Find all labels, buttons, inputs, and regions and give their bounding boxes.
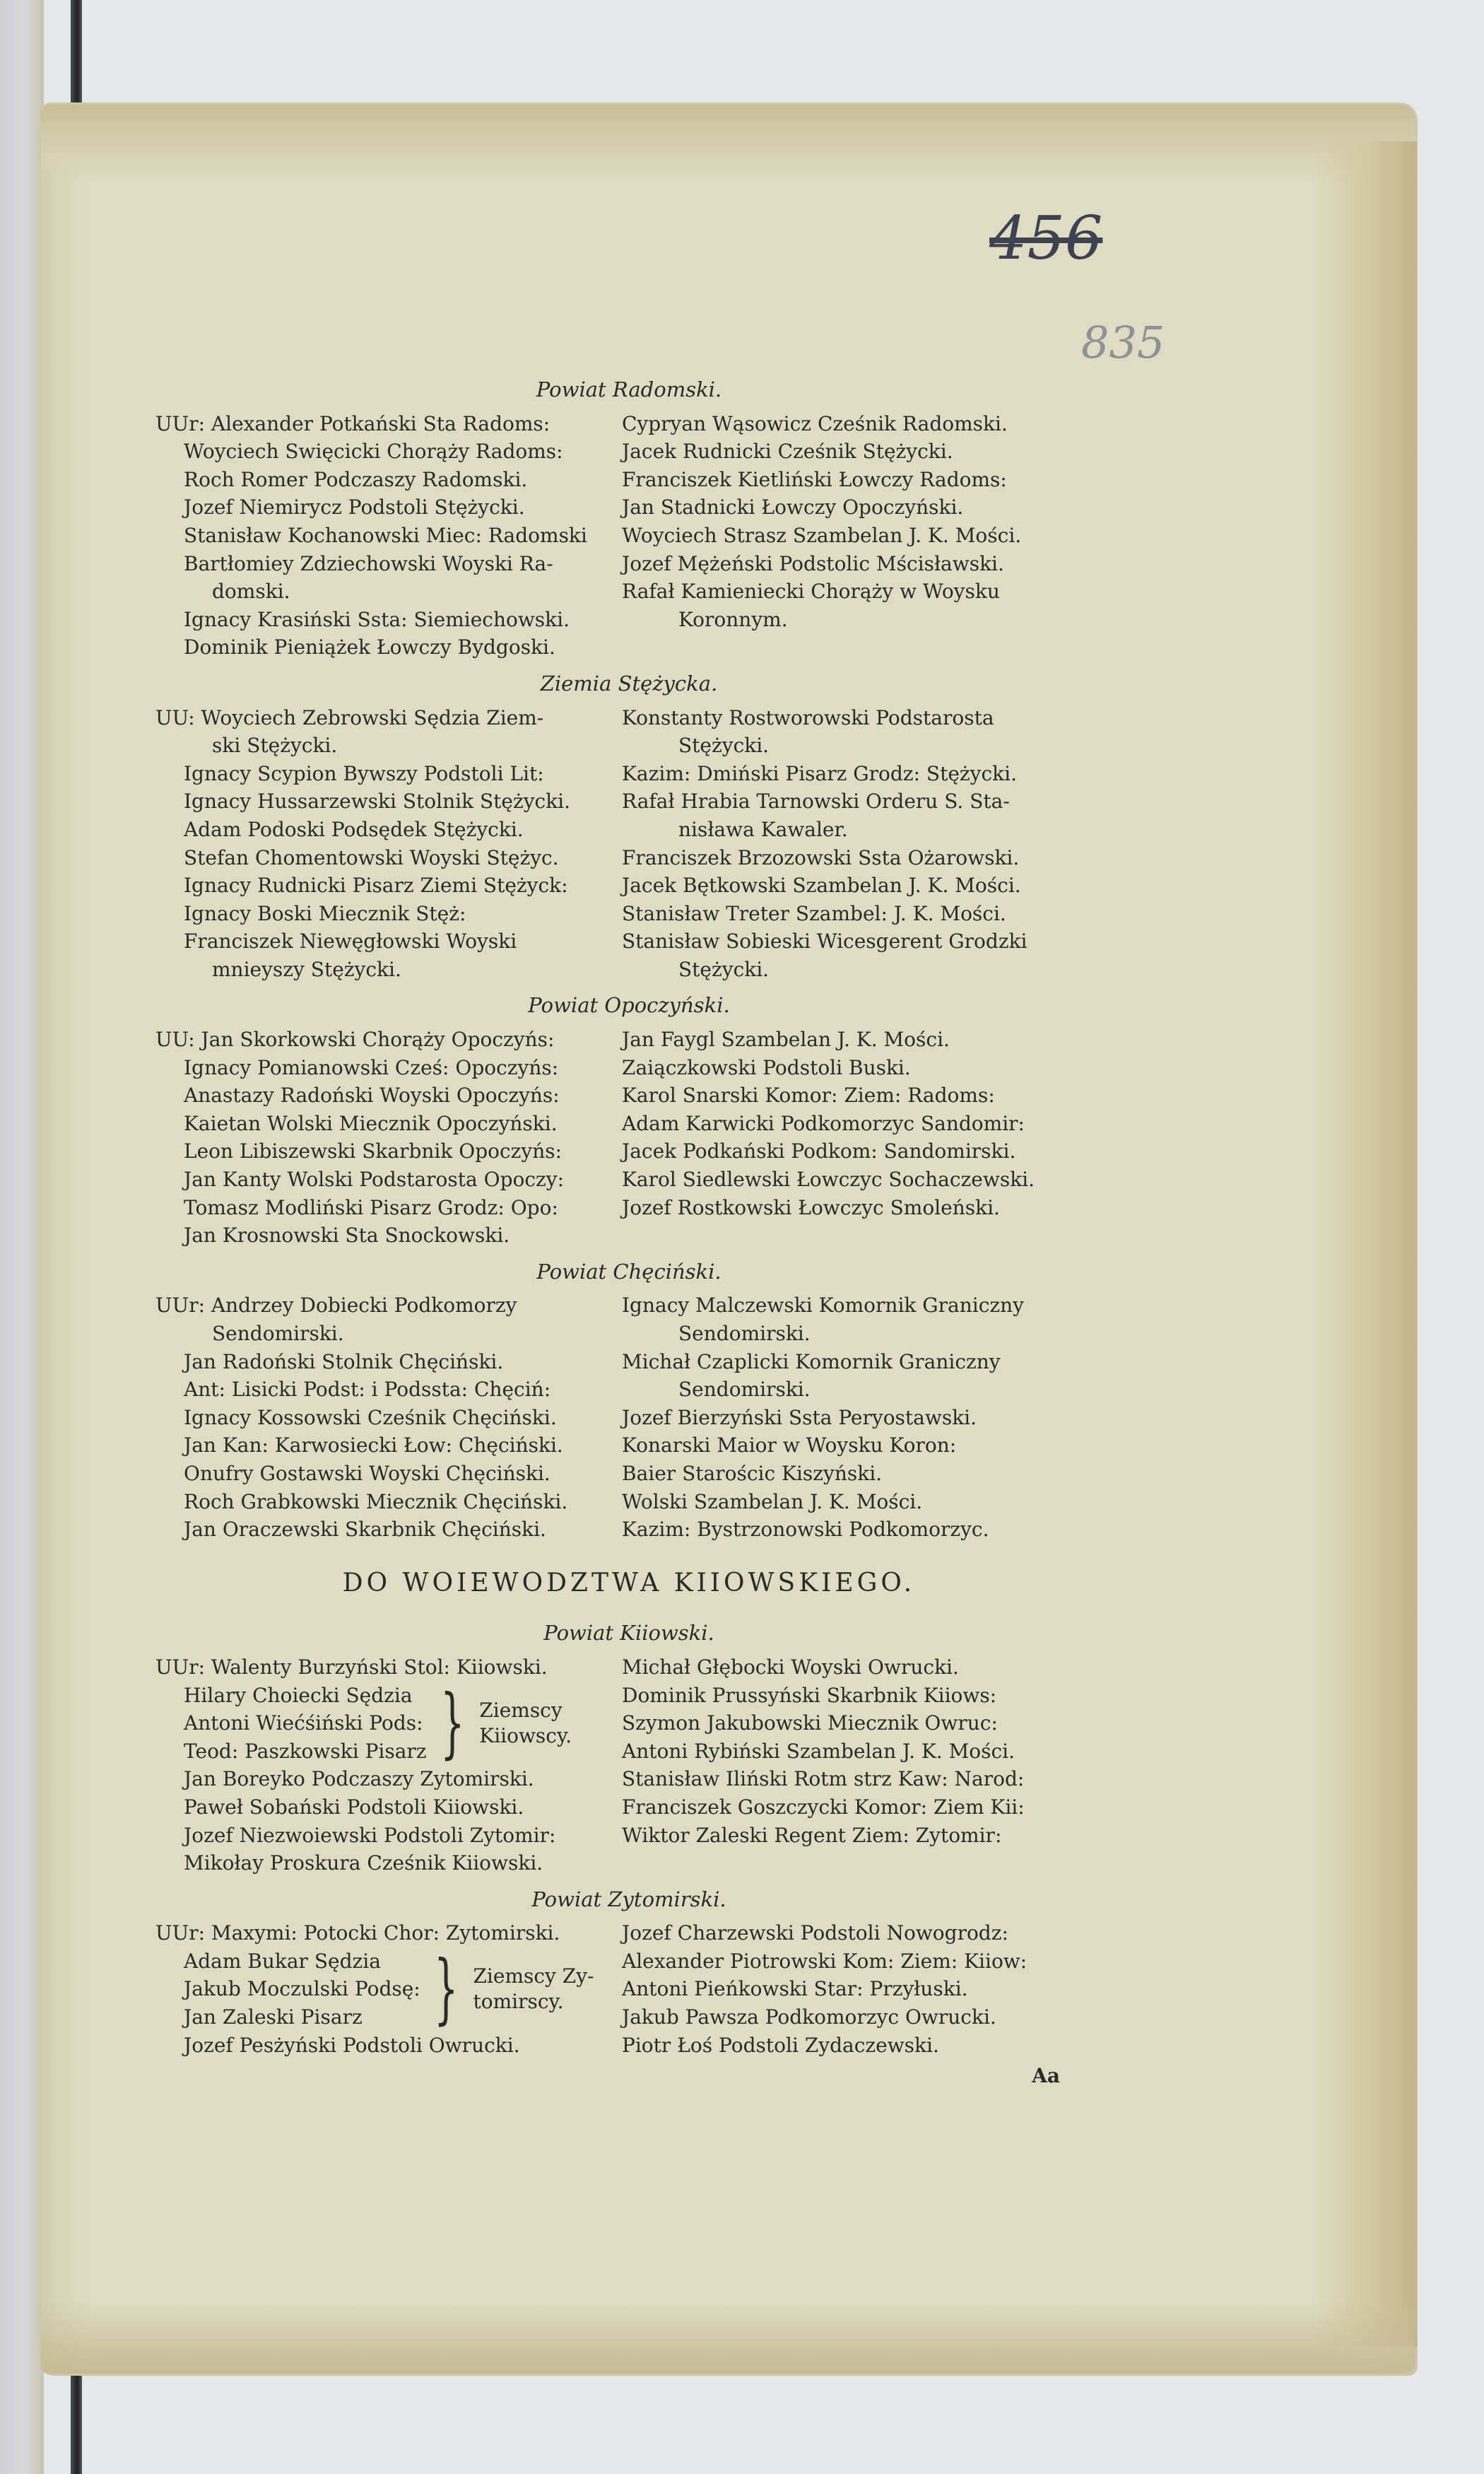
list-item: mnieyszy Stężycki. [212, 957, 401, 981]
list-item: Baier Starościc Kiszyński. [622, 1461, 883, 1485]
list-item: Jan Radoński Stolnik Chęciński. [184, 1349, 504, 1373]
list-item: Ignacy Kossowski Cześnik Chęciński. [184, 1405, 557, 1429]
section-kiiowski [155, 1653, 1102, 1877]
list-item: Adam Podoski Podsędek Stężycki. [184, 817, 524, 841]
binding-edge [0, 0, 44, 2474]
list-item: Jozef Rostkowski Łowczyc Smoleński. [622, 1195, 1000, 1219]
list-item: Ignacy Rudnicki Pisarz Ziemi Stężyck: [184, 874, 568, 898]
brace-label-line: Ziemscy Zy- [473, 1964, 594, 1988]
section-stezycka [155, 704, 1102, 984]
list-item: Jan Boreyko Podczaszy Zytomirski. [184, 1767, 534, 1791]
list-item: Franciszek Kietliński Łowczy Radoms: [622, 467, 1007, 491]
list-item: Jan Kanty Wolski Podstarosta Opoczy: [184, 1168, 565, 1192]
list-item: Piotr Łoś Podstoli Zydaczewski. [622, 2033, 939, 2057]
brace-group [155, 1678, 608, 1767]
page-edge-right [1314, 141, 1417, 2347]
list-item: UU: Jan Skorkowski Chorąży Opoczyńs: [155, 1028, 555, 1052]
list-item: Dominik Pieniążek Łowczy Bydgoski. [184, 635, 555, 659]
list-item: Stanisław Sobieski Wicesgerent Grodzki [622, 930, 1027, 954]
list-item: Jozef Mężeński Podstolic Mścisławski. [622, 551, 1004, 575]
list-item: Stanisław Iliński Rotm strz Kaw: Narod: [622, 1767, 1025, 1791]
list-item: Anastazy Radoński Woyski Opoczyńs: [184, 1084, 560, 1108]
list-item: Mikołay Proskura Cześnik Kiiowski. [184, 1851, 543, 1875]
list-item: Karol Siedlewski Łowczyc Sochaczewski. [622, 1168, 1035, 1192]
list-item: Sendomirski. [678, 1322, 811, 1345]
list-item: Michał Głębocki Woyski Owrucki. [622, 1655, 959, 1679]
list-item: Antoni Wiećśiński Pods: [184, 1711, 423, 1735]
list-item: Hilary Choiecki Sędzia [184, 1683, 413, 1707]
list-item: Jakub Moczulski Podsę: [184, 1977, 420, 2001]
section-heading-checinski: Powiat Chęciński. [536, 1259, 722, 1284]
list-item: Jozef Bierzyński Ssta Peryostawski. [622, 1405, 977, 1429]
voivodeship-heading: DO WOIEWODZTWA KIIOWSKIEGO. [342, 1568, 916, 1597]
list-item: Sendomirski. [678, 1378, 811, 1402]
section-heading-radomski: Powiat Radomski. [536, 377, 722, 401]
list-item: Paweł Sobański Podstoli Kiiowski. [184, 1795, 524, 1819]
page-edge-bottom [41, 2301, 1415, 2374]
section-heading-zytomirski: Powiat Zytomirski. [531, 1887, 726, 1911]
list-item: Stanisław Treter Szambel: J. K. Mości. [622, 901, 1006, 925]
list-item: Sendomirski. [212, 1322, 344, 1345]
list-item: Szymon Jakubowski Miecznik Owruc: [622, 1711, 998, 1735]
right-column [622, 1653, 1102, 1877]
list-item: Jozef Pesżyński Podstoli Owrucki. [184, 2033, 520, 2057]
list-item: Franciszek Brzozowski Ssta Ożarowski. [622, 845, 1020, 869]
list-item: UUr: Andrzey Dobiecki Podkomorzy [155, 1294, 517, 1318]
brace-label [473, 1964, 594, 2015]
left-column [155, 410, 608, 662]
section-opoczynski [155, 1026, 1102, 1250]
section-heading-kiiowski: Powiat Kiiowski. [543, 1621, 714, 1646]
list-item: Ignacy Boski Miecznik Stęż: [184, 901, 466, 925]
left-column [155, 1653, 608, 1877]
section-checinski [155, 1291, 1102, 1543]
list-item: Teod: Paszkowski Pisarz [184, 1739, 427, 1763]
brace-label-line: Kiiowscy. [479, 1723, 572, 1747]
left-column [155, 1291, 608, 1543]
list-item: Stefan Chomentowski Woyski Stężyc. [184, 845, 559, 869]
right-column [622, 704, 1102, 984]
list-item: Jacek Podkański Podkom: Sandomirski. [622, 1139, 1016, 1163]
list-item: Jan Kan: Karwosiecki Łow: Chęciński. [184, 1434, 563, 1458]
section-radomski [155, 410, 1102, 662]
list-item: Ant: Lisicki Podst: i Podssta: Chęciń: [184, 1378, 551, 1402]
section-heading-opoczynski: Powiat Opoczyński. [528, 993, 730, 1018]
left-column [155, 704, 608, 984]
list-item: Jozef Niezwoiewski Podstoli Zytomir: [184, 1823, 556, 1847]
list-item: Jan Oraczewski Skarbnik Chęciński. [184, 1518, 546, 1542]
list-item: Woyciech Swięcicki Chorąży Radoms: [184, 440, 563, 464]
list-item: Dominik Prussyński Skarbnik Kiiows: [622, 1683, 997, 1707]
right-column [622, 1026, 1102, 1250]
list-item: Konarski Maior w Woysku Koron: [622, 1434, 957, 1458]
list-item: Jakub Pawsza Podkomorzyc Owrucki. [622, 2005, 996, 2029]
list-item: Jan Krosnowski Sta Snockowski. [184, 1224, 510, 1248]
page-edge-top [41, 105, 1415, 182]
list-item: Wolski Szambelan J. K. Mości. [622, 1489, 923, 1513]
left-column [155, 1919, 608, 2059]
list-item: Kaietan Wolski Miecznik Opoczyński. [184, 1111, 558, 1135]
list-item: Ignacy Hussarzewski Stolnik Stężycki. [184, 790, 571, 814]
list-item: Antoni Rybiński Szambelan J. K. Mości. [622, 1739, 1015, 1763]
document-content [155, 368, 1102, 2090]
list-item: Konstanty Rostworowski Podstarosta [622, 705, 994, 729]
list-item: Ignacy Krasiński Ssta: Siemiechowski. [184, 607, 570, 631]
list-item: Cypryan Wąsowicz Cześnik Radomski. [622, 411, 1008, 435]
list-item: Roch Romer Podczaszy Radomski. [184, 467, 528, 491]
list-item: Stężycki. [678, 734, 770, 758]
section-zytomirski [155, 1919, 1102, 2059]
list-item: Woyciech Strasz Szambelan J. K. Mości. [622, 523, 1022, 547]
list-item: Onufry Gostawski Woyski Chęciński. [184, 1461, 550, 1485]
list-item: Stanisław Kochanowski Miec: Radomski [184, 523, 587, 547]
list-item: Leon Libiszewski Skarbnik Opoczyńs: [184, 1139, 563, 1163]
list-item: ski Stężycki. [212, 734, 338, 758]
list-item: Tomasz Modliński Pisarz Grodz: Opo: [184, 1195, 558, 1219]
catchword: Aa [1032, 2064, 1060, 2088]
left-column [155, 1026, 608, 1250]
list-item: Jacek Rudnicki Cześnik Stężycki. [622, 440, 953, 464]
list-item: Jozef Charzewski Podstoli Nowogrodz: [622, 1921, 1008, 1945]
list-item: Adam Karwicki Podkomorzyc Sandomir: [622, 1111, 1025, 1135]
list-item: UUr: Maxymi: Potocki Chor: Zytomirski. [155, 1921, 560, 1945]
list-item: Ignacy Scypion Bywszy Podstoli Lit: [184, 761, 544, 785]
list-item: Rafał Kamieniecki Chorąży w Woysku [622, 580, 1000, 604]
list-item: Jozef Niemirycz Podstoli Stężycki. [184, 496, 525, 520]
list-item: Michał Czaplicki Komornik Graniczny [622, 1349, 1001, 1373]
list-item: nisława Kawaler. [678, 817, 848, 841]
folio-number: 456 [989, 204, 1103, 273]
right-column [622, 410, 1102, 662]
list-item: Ignacy Pomianowski Cześ: Opoczyńs: [184, 1055, 559, 1079]
list-item: Roch Grabkowski Miecznik Chęciński. [184, 1489, 568, 1513]
brace-label [479, 1698, 572, 1749]
list-item: Wiktor Zaleski Regent Ziem: Zytomir: [622, 1823, 1002, 1847]
list-item: UUr: Alexander Potkański Sta Radoms: [155, 411, 550, 435]
list-item: Ignacy Malczewski Komornik Graniczny [622, 1294, 1024, 1318]
list-item: Alexander Piotrowski Kom: Ziem: Kiiow: [622, 1949, 1027, 1973]
list-item: Franciszek Goszczycki Komor: Ziem Kii: [622, 1795, 1025, 1819]
right-column [622, 1919, 1102, 2059]
right-column [622, 1291, 1102, 1543]
list-item: Antoni Pieńkowski Star: Przyłuski. [622, 1977, 968, 2001]
list-item: UUr: Walenty Burzyński Stol: Kiiowski. [155, 1655, 548, 1679]
list-item: Franciszek Niewęgłowski Woyski [184, 930, 517, 954]
list-item: Bartłomiey Zdziechowski Woyski Ra- [184, 551, 553, 575]
brace-symbol: } [440, 1678, 465, 1767]
list-item: Jan Stadnicki Łowczy Opoczyński. [622, 496, 964, 520]
list-item: Jan Zaleski Pisarz [184, 2005, 363, 2029]
list-item: Zaiączkowski Podstoli Buski. [622, 1055, 911, 1079]
list-item: Kazim: Dmiński Pisarz Grodz: Stężycki. [622, 761, 1017, 785]
section-heading-stezycka: Ziemia Stężycka. [540, 671, 718, 696]
brace-group [155, 1947, 608, 2032]
brace-label-line: tomirscy. [473, 1990, 564, 2014]
list-item: Stężycki. [678, 957, 770, 981]
brace-names [184, 1947, 420, 2032]
brace-label-line: Ziemscy [479, 1698, 563, 1722]
list-item: Kazim: Bystrzonowski Podkomorzyc. [622, 1518, 989, 1542]
list-item: domski. [212, 580, 290, 604]
brace-names [184, 1682, 427, 1766]
list-item: UU: Woyciech Zebrowski Sędzia Ziem- [155, 705, 544, 729]
list-item: Jan Faygl Szambelan J. K. Mości. [622, 1028, 950, 1052]
list-item: Adam Bukar Sędzia [184, 1949, 381, 1973]
brace-symbol: } [433, 1945, 459, 2034]
pencil-page-number: 835 [1081, 317, 1165, 368]
list-item: Koronnym. [678, 607, 788, 631]
list-item: Rafał Hrabia Tarnowski Orderu S. Sta- [622, 790, 1010, 814]
list-item: Karol Snarski Komor: Ziem: Radoms: [622, 1084, 995, 1108]
list-item: Jacek Bętkowski Szambelan J. K. Mości. [622, 874, 1021, 898]
